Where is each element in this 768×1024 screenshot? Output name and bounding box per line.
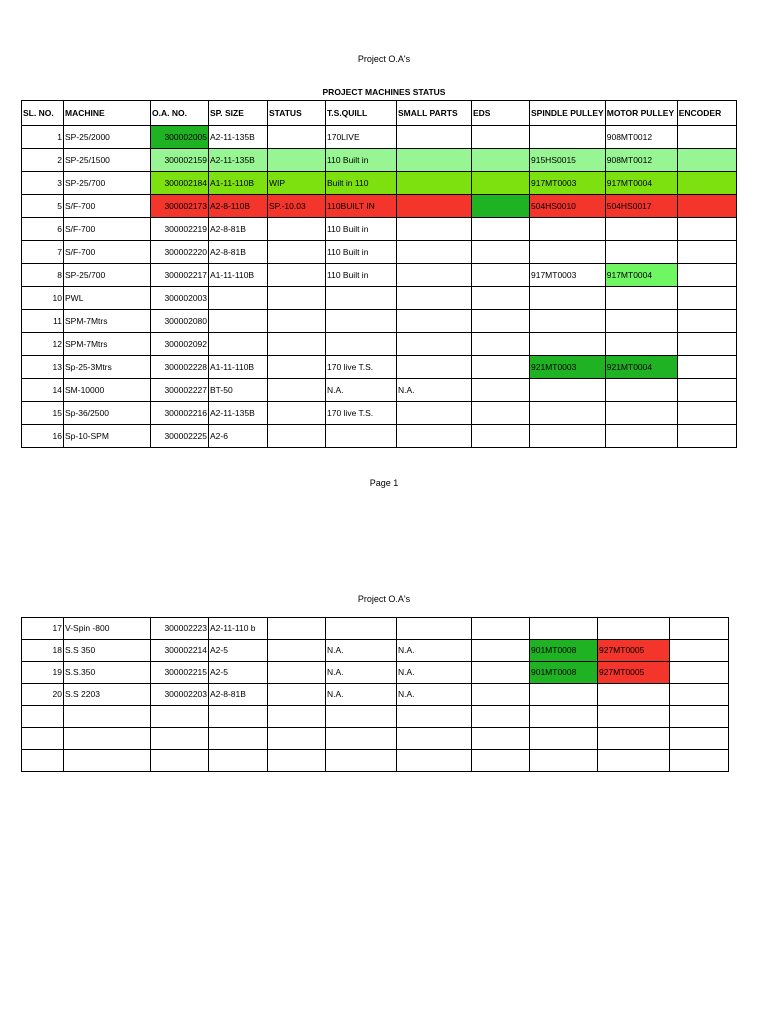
cell-small-parts [397,425,472,448]
table-row [22,662,729,684]
cell-small-parts [397,706,472,728]
cell-motor-pulley [605,287,677,310]
cell-eds [472,706,530,728]
cell-machine [64,750,151,772]
table-row [22,379,737,402]
cell-spindle-pulley: 901MT0008 [530,640,598,662]
project-status-table-continued [21,617,729,772]
cell-machine: S.S.350 [64,662,151,684]
cell-sl-no: 20 [22,684,64,706]
cell-spindle-pulley [530,402,606,425]
cell-sp-size: A2-6 [209,425,268,448]
cell-spindle-pulley [530,333,606,356]
cell-motor-pulley [598,684,670,706]
cell-eds [472,149,530,172]
cell-sl-no: 1 [22,126,64,149]
cell-sp-size: A2-11-135B [209,126,268,149]
cell-sl-no: 17 [22,618,64,640]
cell-sl-no: 15 [22,402,64,425]
cell-sl-no: 11 [22,310,64,333]
cell-small-parts [397,264,472,287]
cell-encoder [670,728,729,750]
header-eds: EDS [472,101,530,126]
cell-encoder [677,379,736,402]
cell-motor-pulley [598,728,670,750]
cell-ts-quill: N.A. [326,662,397,684]
table-row [22,684,729,706]
cell-oa-no: 300002003 [151,287,209,310]
cell-motor-pulley [605,218,677,241]
cell-oa-no: 300002220 [151,241,209,264]
page2-header: Project O.A's [357,594,411,604]
cell-sl-no: 5 [22,195,64,218]
cell-sl-no: 10 [22,287,64,310]
cell-ts-quill: 170 live T.S. [326,402,397,425]
cell-status [268,287,326,310]
cell-motor-pulley: 917MT0004 [605,264,677,287]
header-spindle-pulley: SPINDLE PULLEY [530,101,606,126]
cell-status [268,618,326,640]
cell-sl-no: 16 [22,425,64,448]
cell-sp-size [209,333,268,356]
cell-ts-quill: 110BUILT IN [326,195,397,218]
cell-motor-pulley: 908MT0012 [605,149,677,172]
cell-sl-no [22,706,64,728]
cell-status [268,402,326,425]
cell-oa-no: 300002184 [151,172,209,195]
cell-small-parts [397,356,472,379]
header-ts-quill: T.S.QUILL [326,101,397,126]
cell-small-parts [397,287,472,310]
cell-spindle-pulley: 921MT0003 [530,356,606,379]
cell-eds [472,218,530,241]
cell-small-parts [397,333,472,356]
cell-motor-pulley: 921MT0004 [605,356,677,379]
cell-status [268,662,326,684]
cell-small-parts: N.A. [397,684,472,706]
cell-motor-pulley [605,241,677,264]
cell-spindle-pulley: 504HS0010 [530,195,606,218]
cell-ts-quill [326,728,397,750]
table-row [22,195,737,218]
cell-eds [472,310,530,333]
cell-eds [472,425,530,448]
cell-encoder [677,195,736,218]
cell-ts-quill [326,750,397,772]
cell-ts-quill: 110 Built in [326,218,397,241]
cell-ts-quill [326,333,397,356]
table-row [22,149,737,172]
cell-eds [472,618,530,640]
cell-spindle-pulley [530,618,598,640]
cell-encoder [677,149,736,172]
cell-oa-no [151,728,209,750]
cell-machine: PWL [64,287,151,310]
cell-small-parts [397,126,472,149]
cell-oa-no [151,750,209,772]
cell-encoder [677,126,736,149]
cell-ts-quill: 110 Built in [326,149,397,172]
cell-sp-size [209,706,268,728]
cell-status [268,684,326,706]
cell-status [268,356,326,379]
cell-spindle-pulley [530,379,606,402]
cell-machine: SPM-7Mtrs [64,333,151,356]
header-status: STATUS [268,101,326,126]
cell-small-parts: N.A. [397,662,472,684]
cell-encoder [677,402,736,425]
cell-sl-no: 13 [22,356,64,379]
table-row [22,706,729,728]
table-row [22,218,737,241]
cell-spindle-pulley: 901MT0008 [530,662,598,684]
header-oa-no: O.A. NO. [151,101,209,126]
cell-sp-size [209,310,268,333]
cell-machine: SP-25/2000 [64,126,151,149]
cell-sp-size: A1-11-110B [209,356,268,379]
cell-small-parts [397,402,472,425]
cell-status [268,333,326,356]
cell-oa-no [151,706,209,728]
cell-oa-no: 300002227 [151,379,209,402]
cell-encoder [670,684,729,706]
cell-eds [472,172,530,195]
table-row [22,172,737,195]
cell-sl-no: 19 [22,662,64,684]
cell-oa-no: 300002219 [151,218,209,241]
cell-encoder [670,750,729,772]
cell-eds [472,287,530,310]
cell-small-parts: N.A. [397,640,472,662]
cell-sp-size: A2-11-135B [209,402,268,425]
cell-oa-no: 300002215 [151,662,209,684]
cell-encoder [677,218,736,241]
cell-status: WIP [268,172,326,195]
cell-motor-pulley [605,333,677,356]
table-title: PROJECT MACHINES STATUS [322,87,446,97]
cell-encoder [670,706,729,728]
cell-eds [472,750,530,772]
cell-eds [472,662,530,684]
cell-status [268,149,326,172]
cell-small-parts [397,241,472,264]
cell-small-parts [397,195,472,218]
table-row [22,241,737,264]
cell-small-parts [397,618,472,640]
cell-encoder [677,264,736,287]
cell-oa-no: 300002005 [151,126,209,149]
cell-spindle-pulley [530,287,606,310]
cell-ts-quill [326,706,397,728]
header-motor-pulley: MOTOR PULLEY [605,101,677,126]
cell-oa-no: 300002223 [151,618,209,640]
cell-eds [472,402,530,425]
cell-ts-quill: N.A. [326,379,397,402]
table-row [22,618,729,640]
table-row [22,264,737,287]
project-status-table [21,100,737,448]
cell-sp-size: BT-50 [209,379,268,402]
cell-ts-quill [326,287,397,310]
header-sl-no: SL. NO. [22,101,64,126]
cell-status [268,218,326,241]
header-sp-size: SP. SIZE [209,101,268,126]
header-encoder: ENCODER [677,101,736,126]
cell-spindle-pulley [530,706,598,728]
cell-eds [472,126,530,149]
cell-sl-no: 18 [22,640,64,662]
cell-machine [64,706,151,728]
table-row [22,750,729,772]
cell-motor-pulley [598,750,670,772]
cell-encoder [677,333,736,356]
cell-status [268,310,326,333]
cell-ts-quill: 170LIVE [326,126,397,149]
cell-eds [472,684,530,706]
cell-spindle-pulley: 915HS0015 [530,149,606,172]
cell-sp-size: A2-8-81B [209,218,268,241]
table-row [22,425,737,448]
cell-small-parts [397,218,472,241]
cell-sp-size: A2-8-81B [209,684,268,706]
cell-ts-quill: 110 Built in [326,264,397,287]
table2-body [22,618,729,772]
cell-motor-pulley [605,402,677,425]
cell-oa-no: 300002228 [151,356,209,379]
cell-oa-no: 300002225 [151,425,209,448]
cell-machine: Sp-25-3Mtrs [64,356,151,379]
table1-body [22,126,737,448]
cell-eds [472,333,530,356]
cell-spindle-pulley [530,425,606,448]
cell-ts-quill [326,618,397,640]
cell-sl-no: 2 [22,149,64,172]
cell-motor-pulley: 927MT0005 [598,662,670,684]
cell-machine: V-Spin -800 [64,618,151,640]
cell-sp-size [209,750,268,772]
cell-eds [472,379,530,402]
cell-eds [472,195,530,218]
cell-oa-no: 300002216 [151,402,209,425]
cell-ts-quill [326,425,397,448]
cell-status [268,425,326,448]
cell-status [268,640,326,662]
cell-machine: S.S 350 [64,640,151,662]
cell-sl-no: 14 [22,379,64,402]
cell-small-parts [397,310,472,333]
cell-oa-no: 300002217 [151,264,209,287]
cell-oa-no: 300002173 [151,195,209,218]
cell-machine: Sp-36/2500 [64,402,151,425]
cell-encoder [670,662,729,684]
cell-spindle-pulley [530,310,606,333]
cell-ts-quill: 170 live T.S. [326,356,397,379]
cell-machine: S/F-700 [64,195,151,218]
cell-sp-size: A2-5 [209,662,268,684]
cell-small-parts [397,149,472,172]
cell-machine: S/F-700 [64,218,151,241]
cell-spindle-pulley [530,728,598,750]
cell-machine: SP-25/700 [64,264,151,287]
cell-sl-no: 12 [22,333,64,356]
cell-sp-size: A1-11-110B [209,172,268,195]
cell-sl-no [22,728,64,750]
cell-status [268,264,326,287]
cell-sl-no: 6 [22,218,64,241]
cell-encoder [670,640,729,662]
cell-oa-no: 300002092 [151,333,209,356]
cell-encoder [677,425,736,448]
cell-encoder [670,618,729,640]
cell-status [268,728,326,750]
cell-oa-no: 300002159 [151,149,209,172]
table-row [22,126,737,149]
table-row [22,287,737,310]
cell-machine: S.S 2203 [64,684,151,706]
page1-header: Project O.A's [357,54,411,64]
table-row [22,356,737,379]
cell-status [268,379,326,402]
cell-motor-pulley [605,425,677,448]
cell-encoder [677,287,736,310]
table-row [22,402,737,425]
cell-machine: SPM-7Mtrs [64,310,151,333]
cell-ts-quill: Built in 110 [326,172,397,195]
cell-eds [472,264,530,287]
cell-sp-size: A2-5 [209,640,268,662]
cell-eds [472,241,530,264]
table-row [22,333,737,356]
cell-status [268,126,326,149]
table-row [22,728,729,750]
cell-machine [64,728,151,750]
cell-motor-pulley: 504HS0017 [605,195,677,218]
cell-ts-quill: N.A. [326,640,397,662]
cell-small-parts: N.A. [397,379,472,402]
cell-status [268,750,326,772]
cell-machine: S/F-700 [64,241,151,264]
cell-spindle-pulley: 917MT0003 [530,172,606,195]
cell-spindle-pulley [530,126,606,149]
cell-motor-pulley: 917MT0004 [605,172,677,195]
cell-oa-no: 300002080 [151,310,209,333]
cell-motor-pulley [598,618,670,640]
table-row [22,310,737,333]
cell-eds [472,728,530,750]
cell-ts-quill: N.A. [326,684,397,706]
cell-sl-no [22,750,64,772]
cell-encoder [677,241,736,264]
table-header-row [22,101,737,126]
header-machine: MACHINE [64,101,151,126]
cell-machine: Sp-10-SPM [64,425,151,448]
cell-machine: SP-25/700 [64,172,151,195]
cell-sp-size: A2-11-110 b [209,618,268,640]
cell-encoder [677,172,736,195]
cell-sp-size: A2-11-135B [209,149,268,172]
cell-small-parts [397,172,472,195]
cell-spindle-pulley [530,241,606,264]
cell-oa-no: 300002203 [151,684,209,706]
cell-sp-size [209,728,268,750]
cell-sp-size: A2-8-110B [209,195,268,218]
cell-sp-size: A2-8-81B [209,241,268,264]
cell-sl-no: 7 [22,241,64,264]
cell-eds [472,356,530,379]
cell-sp-size: A1-11-110B [209,264,268,287]
cell-small-parts [397,728,472,750]
cell-encoder [677,356,736,379]
cell-machine: SM-10000 [64,379,151,402]
cell-status: SP.-10.03 [268,195,326,218]
cell-motor-pulley: 927MT0005 [598,640,670,662]
cell-small-parts [397,750,472,772]
cell-spindle-pulley [530,218,606,241]
cell-sp-size [209,287,268,310]
cell-motor-pulley [605,379,677,402]
cell-ts-quill [326,310,397,333]
header-small-parts: SMALL PARTS [397,101,472,126]
table-row [22,640,729,662]
cell-ts-quill: 110 Built in [326,241,397,264]
cell-status [268,241,326,264]
cell-motor-pulley [598,706,670,728]
cell-sl-no: 3 [22,172,64,195]
cell-oa-no: 300002214 [151,640,209,662]
cell-spindle-pulley [530,684,598,706]
cell-spindle-pulley [530,750,598,772]
cell-spindle-pulley: 917MT0003 [530,264,606,287]
cell-machine: SP-25/1500 [64,149,151,172]
cell-encoder [677,310,736,333]
cell-eds [472,640,530,662]
cell-motor-pulley: 908MT0012 [605,126,677,149]
cell-sl-no: 8 [22,264,64,287]
cell-motor-pulley [605,310,677,333]
cell-status [268,706,326,728]
page-number: Page 1 [369,478,399,488]
